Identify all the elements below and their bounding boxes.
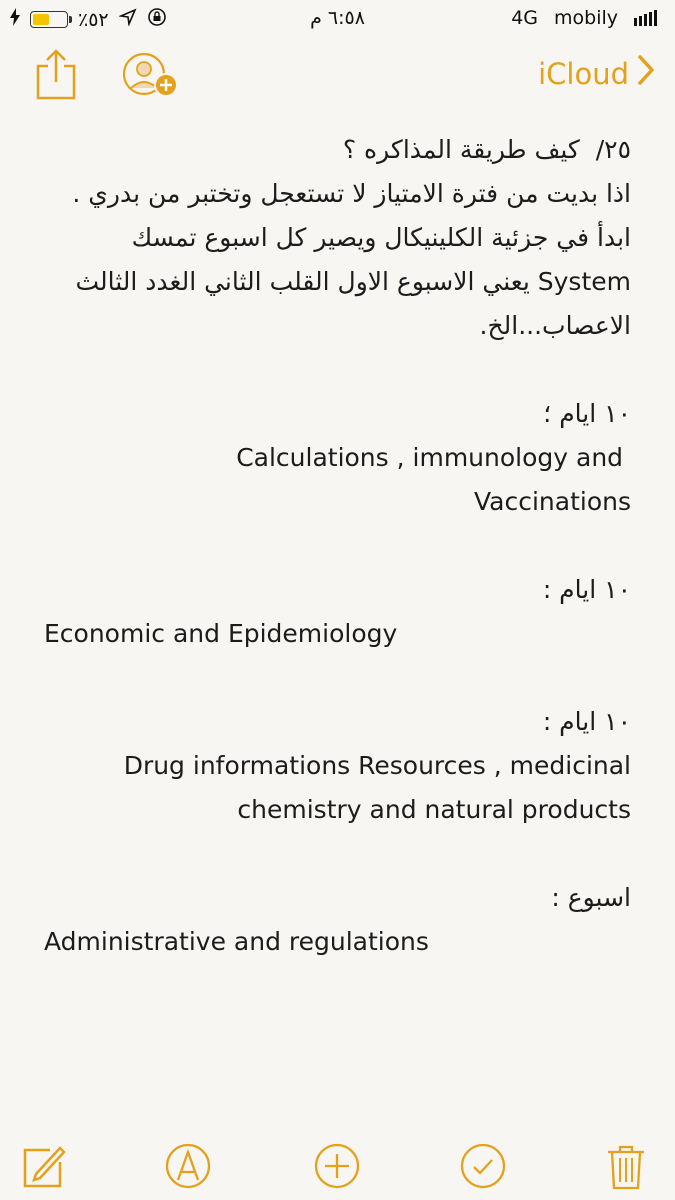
section-body-line: chemistry and natural products: [237, 795, 631, 824]
checklist-icon[interactable]: [459, 1142, 507, 1190]
battery-percent: ٪٥٢: [78, 8, 109, 31]
signal-icon: [634, 10, 657, 26]
note-line: ٢٥/ كيف طريقة المذاكره ؟: [342, 135, 631, 164]
status-right: [511, 7, 657, 29]
note-line: ابدأ في جزئية الكلينيكال ويصير كل اسبوع تمسك System يعني الاسبوع الاول القلب الثاني الغدد الثالث الاعصاب...الخ.: [67, 223, 631, 340]
chevron-right-icon: [637, 54, 655, 93]
compose-icon[interactable]: [20, 1142, 68, 1190]
trash-icon[interactable]: [602, 1142, 650, 1190]
add-person-icon[interactable]: [122, 52, 184, 102]
section-body-line: Calculations , immunology and: [236, 443, 631, 472]
note-toolbar: [0, 40, 675, 110]
carrier-name: mobily: [554, 7, 618, 29]
section-heading: ١٠ ايام :: [542, 575, 631, 604]
status-time: ٦:٥٨ م: [310, 7, 365, 29]
section-body-line: Economic and Epidemiology: [44, 619, 398, 648]
note-body[interactable]: [40, 128, 631, 964]
back-button[interactable]: [538, 54, 655, 93]
section-heading: ١٠ ايام ؛: [543, 399, 631, 428]
status-bar: [0, 0, 675, 38]
markup-icon[interactable]: [164, 1142, 212, 1190]
section-body-line: Vaccinations: [474, 487, 631, 516]
back-label: iCloud: [538, 56, 629, 91]
section-body-line: Drug informations Resources , medicinal: [123, 751, 631, 780]
add-icon[interactable]: [313, 1142, 361, 1190]
share-icon[interactable]: [34, 48, 78, 100]
note-line: اذا بديت من فترة الامتياز لا تستعجل وتختبر من بدري .: [72, 179, 631, 208]
section-heading: ١٠ ايام :: [542, 707, 631, 736]
section-body-line: Administrative and regulations: [44, 927, 429, 956]
bottom-toolbar: [0, 1140, 675, 1200]
section-heading: اسبوع :: [551, 883, 631, 912]
network-type: 4G: [511, 7, 538, 29]
